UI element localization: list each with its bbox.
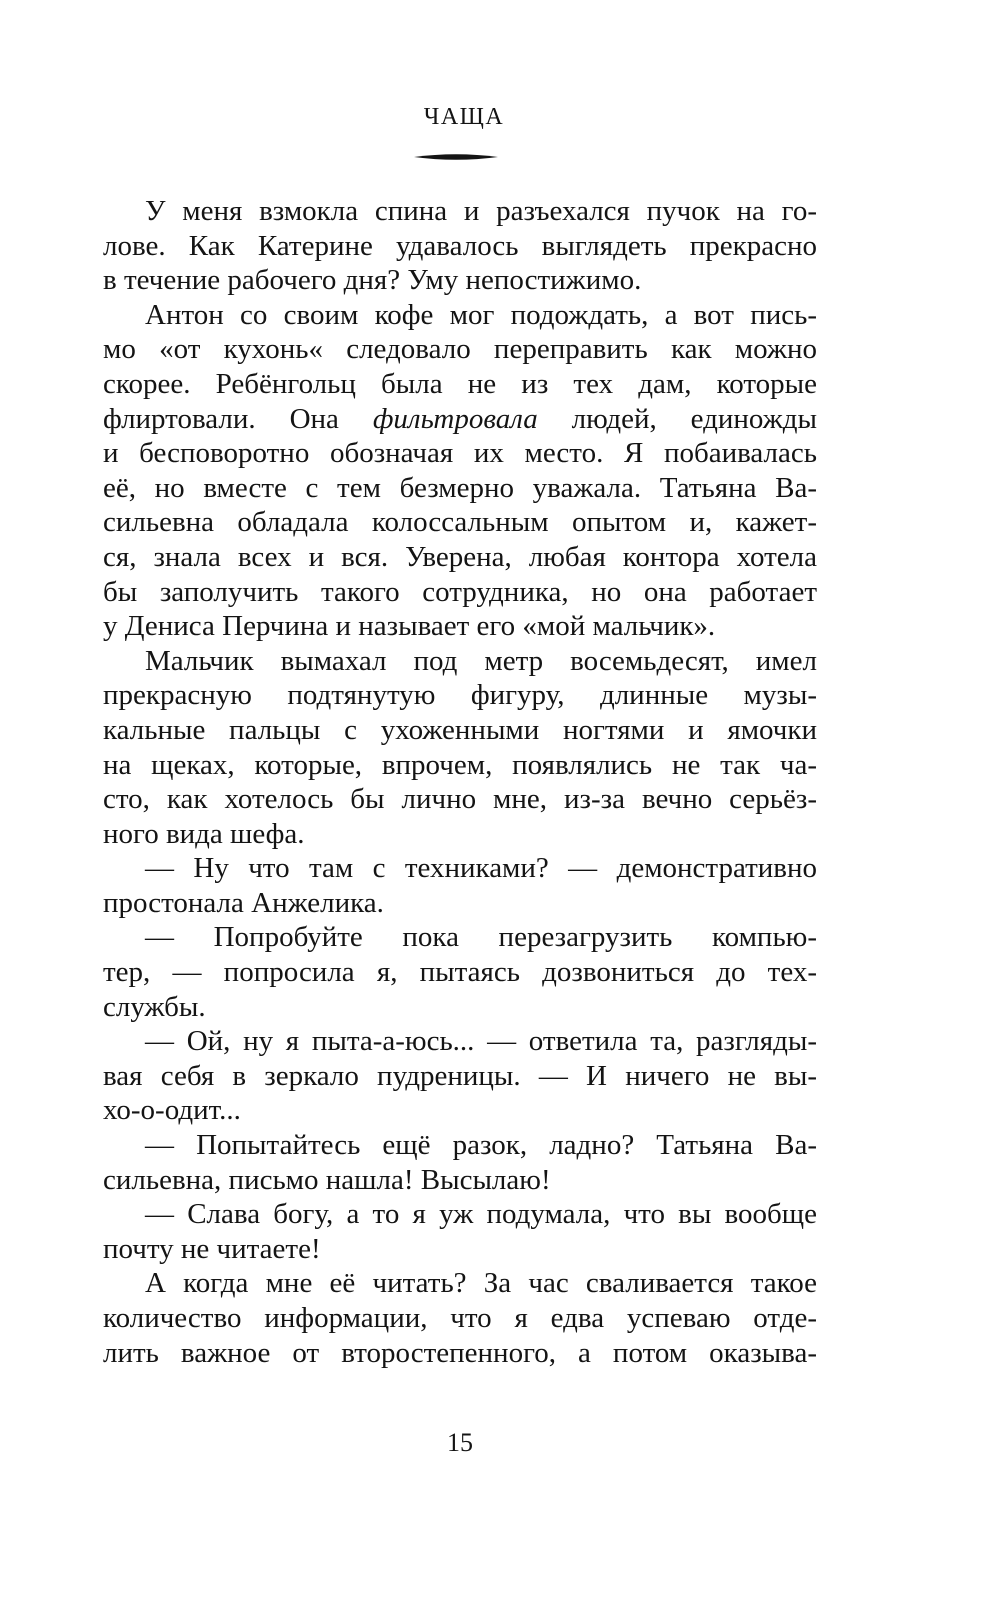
text-line: лить важное от второстепенного, а потом оказыва- bbox=[103, 1336, 817, 1369]
text-line: хо-о-одит... bbox=[103, 1094, 241, 1127]
text-line: прекрасную подтянутую фигуру, длинные музы- bbox=[103, 679, 817, 712]
text-line: её, но вместе с тем безмерно уважала. Татьяна Ва- bbox=[103, 471, 817, 504]
text-run: людей, единожды bbox=[537, 402, 817, 435]
text-line: на щеках, которые, впрочем, появлялись не так ча- bbox=[103, 748, 817, 781]
text-line: — Попробуйте пока перезагрузить компью- bbox=[145, 921, 817, 954]
text-line: — Попытайтесь ещё разок, ладно? Татьяна Ва- bbox=[145, 1129, 817, 1162]
body-text bbox=[103, 194, 817, 1370]
text-line: лове. Как Катерине удавалось выглядеть прекрасно bbox=[103, 229, 817, 262]
text-line: — Ну что там с техниками? — демонстративно bbox=[145, 852, 817, 885]
text-line: тер, — попросила я, пытаясь дозвониться до тех- bbox=[103, 956, 817, 989]
text-line: и бесповоротно обозначая их место. Я побаивалась bbox=[103, 437, 817, 470]
ornament-rule-icon bbox=[414, 150, 498, 164]
text-line: — Слава богу, а то я уж подумала, что вы вообще bbox=[145, 1198, 817, 1231]
text-run: флиртовали. Она bbox=[103, 402, 373, 435]
text-line: ного вида шефа. bbox=[103, 817, 305, 850]
text-line bbox=[103, 402, 817, 437]
text-line: кальные пальцы с ухоженными ногтями и ямочки bbox=[103, 713, 817, 746]
text-line: сто, как хотелось бы лично мне, из-за вечно серьёз- bbox=[103, 783, 817, 816]
text-line: службы. bbox=[103, 990, 206, 1023]
text-line: сильевна, письмо нашла! Высылаю! bbox=[103, 1163, 551, 1196]
text-line: ся, знала всех и вся. Уверена, любая контора хотела bbox=[103, 540, 817, 573]
text-line: А когда мне её читать? За час сваливается такое bbox=[145, 1267, 817, 1300]
text-line: бы заполучить такого сотрудника, но она работает bbox=[103, 575, 817, 608]
text-line: вая себя в зеркало пудреницы. — И ничего не вы- bbox=[103, 1059, 817, 1092]
text-line: Антон со своим кофе мог подождать, а вот пись- bbox=[145, 298, 817, 331]
text-line: у Дениса Перчина и называет его «мой мальчик». bbox=[103, 610, 716, 643]
text-line: простонала Анжелика. bbox=[103, 886, 384, 919]
text-line: скорее. Ребёнгольц была не из тех дам, которые bbox=[103, 367, 817, 400]
running-title: ЧАЩА bbox=[423, 104, 505, 130]
text-line: сильевна обладала колоссальным опытом и, кажет- bbox=[103, 506, 817, 539]
page-number: 15 bbox=[447, 1428, 473, 1457]
text-line: почту не читаете! bbox=[103, 1232, 321, 1265]
emphasized-word: фильтровала bbox=[372, 402, 538, 435]
text-line: количество информации, что я едва успеваю отде- bbox=[103, 1302, 817, 1334]
text-line: в течение рабочего дня? Уму непостижимо. bbox=[103, 264, 642, 297]
text-line: Мальчик вымахал под метр восемьдесят, имел bbox=[145, 644, 817, 677]
text-line: У меня взмокла спина и разъехался пучок на го- bbox=[145, 195, 817, 227]
text-line: — Ой, ну я пыта-а-юсь... — ответила та, разгляды- bbox=[145, 1025, 817, 1058]
text-line: мо «от кухонь« следовало переправить как можно bbox=[103, 333, 817, 366]
